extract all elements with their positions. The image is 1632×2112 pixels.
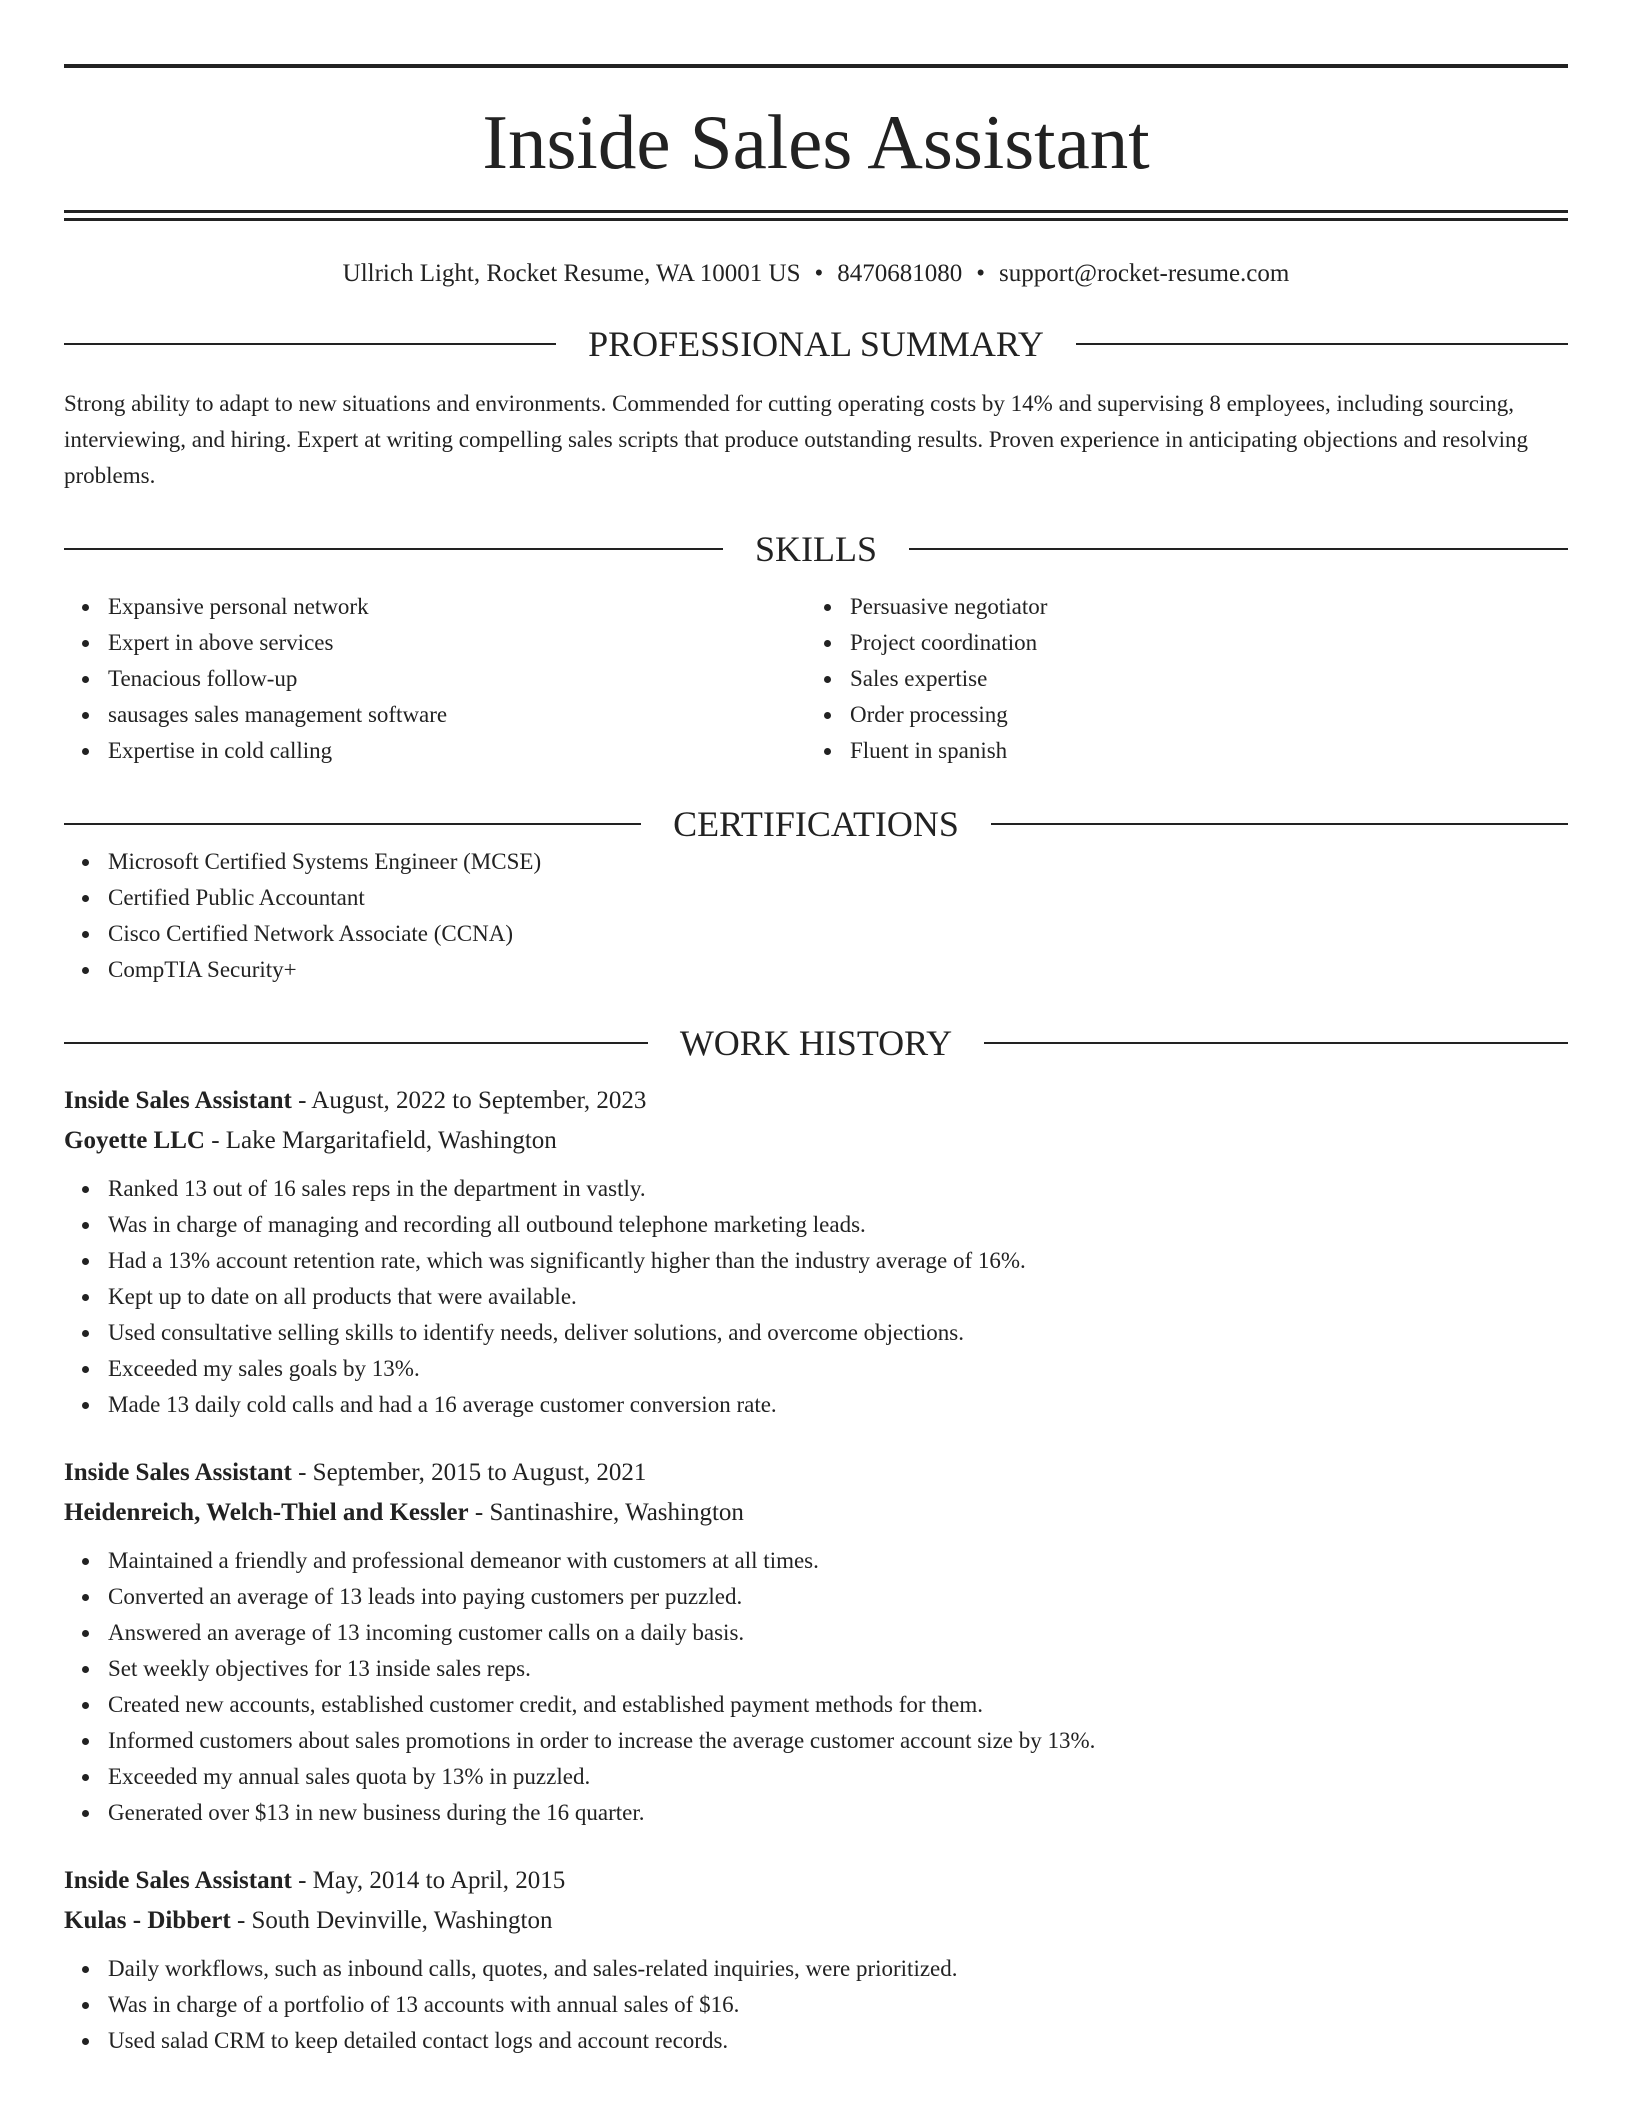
skill-item: Project coordination: [850, 625, 1548, 661]
job-bullet: Was in charge of a portfolio of 13 accounts with annual sales of $16.: [108, 1987, 1568, 2023]
job-company-line: [64, 1121, 1568, 1161]
job-bullet: Was in charge of managing and recording all outbound telephone marketing leads.: [108, 1207, 1568, 1243]
skill-item: Expert in above services: [108, 625, 806, 661]
job-bullet: Had a 13% account retention rate, which was significantly higher than the industry average of 16%.: [108, 1243, 1568, 1279]
job-title-line: [64, 1081, 1568, 1121]
skill-item: Sales expertise: [850, 661, 1548, 697]
job-location: - Santinashire, Washington: [468, 1499, 744, 1526]
contact-line: [64, 259, 1568, 289]
job-bullet: Used salad CRM to keep detailed contact logs and account records.: [108, 2023, 1568, 2059]
section-title: SKILLS: [755, 529, 878, 569]
job-bullet: Created new accounts, established customer credit, and established payment methods for them.: [108, 1687, 1568, 1723]
job-bullets: [64, 1543, 1568, 1831]
job-company: Goyette LLC: [64, 1127, 205, 1154]
resume-content: [64, 64, 1568, 2059]
certification-item: Certified Public Accountant: [108, 880, 1568, 916]
title-double-rule: [64, 210, 1568, 221]
skill-item: Expertise in cold calling: [108, 733, 806, 769]
job-bullet: Exceeded my annual sales quota by 13% in puzzled.: [108, 1759, 1568, 1795]
skill-item: Order processing: [850, 697, 1548, 733]
job-bullets: [64, 1951, 1568, 2059]
contact-separator: •: [814, 260, 824, 287]
skill-item: Tenacious follow-up: [108, 661, 806, 697]
top-rule: [64, 64, 1568, 68]
job-bullet: Set weekly objectives for 13 inside sales reps.: [108, 1651, 1568, 1687]
job-bullet: Informed customers about sales promotions in order to increase the average customer account size by 13%.: [108, 1723, 1568, 1759]
job-title-line: [64, 1861, 1568, 1901]
job-bullet: Daily workflows, such as inbound calls, quotes, and sales-related inquiries, were prioritized.: [108, 1951, 1568, 1987]
skill-item: Expansive personal network: [108, 589, 806, 625]
job-company: Heidenreich, Welch-Thiel and Kessler: [64, 1499, 469, 1526]
certification-item: CompTIA Security+: [108, 952, 1568, 988]
job-title: Inside Sales Assistant: [64, 1459, 292, 1486]
job-bullets: [64, 1171, 1568, 1423]
job-bullet: Kept up to date on all products that were available.: [108, 1279, 1568, 1315]
job-title: Inside Sales Assistant: [64, 1867, 292, 1894]
summary-text: Strong ability to adapt to new situations and environments. Commended for cutting operating costs by 14% and supervising 8 employees, including sourcing, interviewing, and hiring. Expert at writing compelling sales scripts that produce outstanding results. Proven experience in anticipating objections and resolving problems.: [64, 391, 1528, 488]
skill-item: Fluent in spanish: [850, 733, 1548, 769]
job-title: Inside Sales Assistant: [64, 1087, 292, 1114]
job-company-line: [64, 1901, 1568, 1941]
job-bullet: Ranked 13 out of 16 sales reps in the department in vastly.: [108, 1171, 1568, 1207]
section-heading-certifications: [64, 804, 1568, 844]
contact-separator: •: [976, 260, 986, 287]
job-location: - South Devinville, Washington: [230, 1907, 553, 1934]
certification-item: Cisco Certified Network Associate (CCNA): [108, 916, 1568, 952]
job-bullet: Exceeded my sales goals by 13%.: [108, 1351, 1568, 1387]
section-title: WORK HISTORY: [679, 1023, 953, 1063]
job-bullet: Used consultative selling skills to identify needs, deliver solutions, and overcome objections.: [108, 1315, 1568, 1351]
section-heading-summary: [64, 324, 1568, 364]
job-bullet: Generated over $13 in new business during the 16 quarter.: [108, 1795, 1568, 1831]
job-company: Kulas - Dibbert: [64, 1907, 231, 1934]
skill-item: sausages sales management software: [108, 697, 806, 733]
job-location: - Lake Margaritafield, Washington: [204, 1127, 557, 1154]
job-bullet: Made 13 daily cold calls and had a 16 average customer conversion rate.: [108, 1387, 1568, 1423]
job-company-line: [64, 1493, 1568, 1533]
job-entry: [64, 1453, 1568, 1831]
certification-item: Microsoft Certified Systems Engineer (MCSE): [108, 844, 1568, 880]
job-entry: [64, 1861, 1568, 2059]
job-dates: - September, 2015 to August, 2021: [291, 1459, 647, 1486]
section-title: PROFESSIONAL SUMMARY: [588, 324, 1044, 364]
section-heading-skills: [64, 529, 1568, 569]
contact-email: support@rocket-resume.com: [999, 260, 1290, 287]
section-title: CERTIFICATIONS: [673, 804, 959, 844]
job-dates: - May, 2014 to April, 2015: [291, 1867, 566, 1894]
job-bullet: Maintained a friendly and professional demeanor with customers at all times.: [108, 1543, 1568, 1579]
skill-item: Persuasive negotiator: [850, 589, 1548, 625]
section-heading-work: [64, 1023, 1568, 1063]
contact-phone: 8470681080: [837, 260, 963, 287]
skills-list: [64, 589, 1568, 769]
resume-title: Inside Sales Assistant: [482, 99, 1150, 185]
contact-address: Ullrich Light, Rocket Resume, WA 10001 US: [342, 260, 801, 287]
job-bullet: Answered an average of 13 incoming customer calls on a daily basis.: [108, 1615, 1568, 1651]
job-bullet: Converted an average of 13 leads into paying customers per puzzled.: [108, 1579, 1568, 1615]
job-entry: [64, 1081, 1568, 1423]
certifications-list: [64, 844, 1568, 988]
job-dates: - August, 2022 to September, 2023: [291, 1087, 647, 1114]
job-title-line: [64, 1453, 1568, 1493]
